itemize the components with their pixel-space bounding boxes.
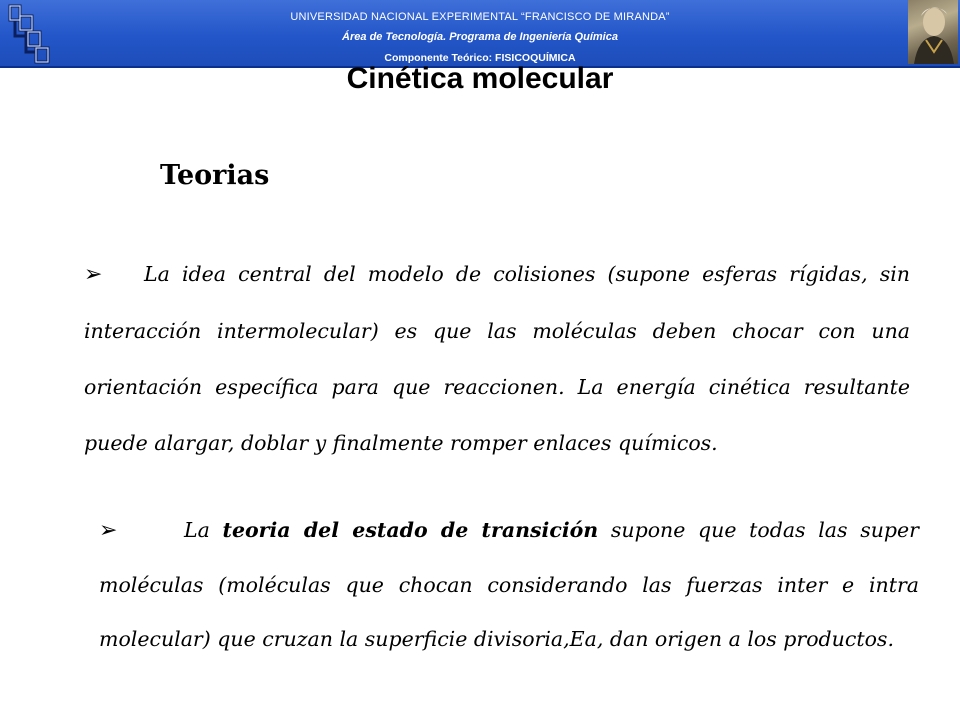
header-banner (0, 0, 960, 68)
arrow-bullet-icon: ➢ (84, 262, 103, 287)
university-name: UNIVERSIDAD NACIONAL EXPERIMENTAL “FRANCISCO DE MIRANDA” (290, 11, 670, 23)
page-title: Cinética molecular (346, 62, 614, 95)
portrait-image (908, 0, 958, 64)
portrait-icon (908, 0, 958, 64)
bullet-transition-state-theory (99, 503, 919, 666)
bullet-text: La idea central del modelo de colisiones (supone esferas rígidas, sin interacción intermolecular) es que las moléculas deben chocar con una orientación específica para que reaccionen. La energía cinética resultante puede alargar, doblar y finalmente romper enlaces químicos. (84, 262, 910, 455)
arrow-bullet-icon: ➢ (99, 518, 118, 543)
bullet-rest-text: supone que todas las super moléculas (moléculas que chocan considerando las fuerzas inter e intra molecular) que cruzan la superficie divisoria,Ea, dan origen a los productos. (99, 518, 919, 651)
bullet-lead-text: La (184, 518, 210, 542)
program-name: Área de Tecnología. Programa de Ingeniería Química (342, 31, 618, 43)
bullet-collision-theory (84, 246, 910, 471)
component-name: Componente Teórico: FISICOQUÍMICA (384, 52, 576, 64)
bullet-bold-term: teoria del estado de transición (222, 518, 599, 542)
section-heading: Teorias (160, 160, 270, 191)
